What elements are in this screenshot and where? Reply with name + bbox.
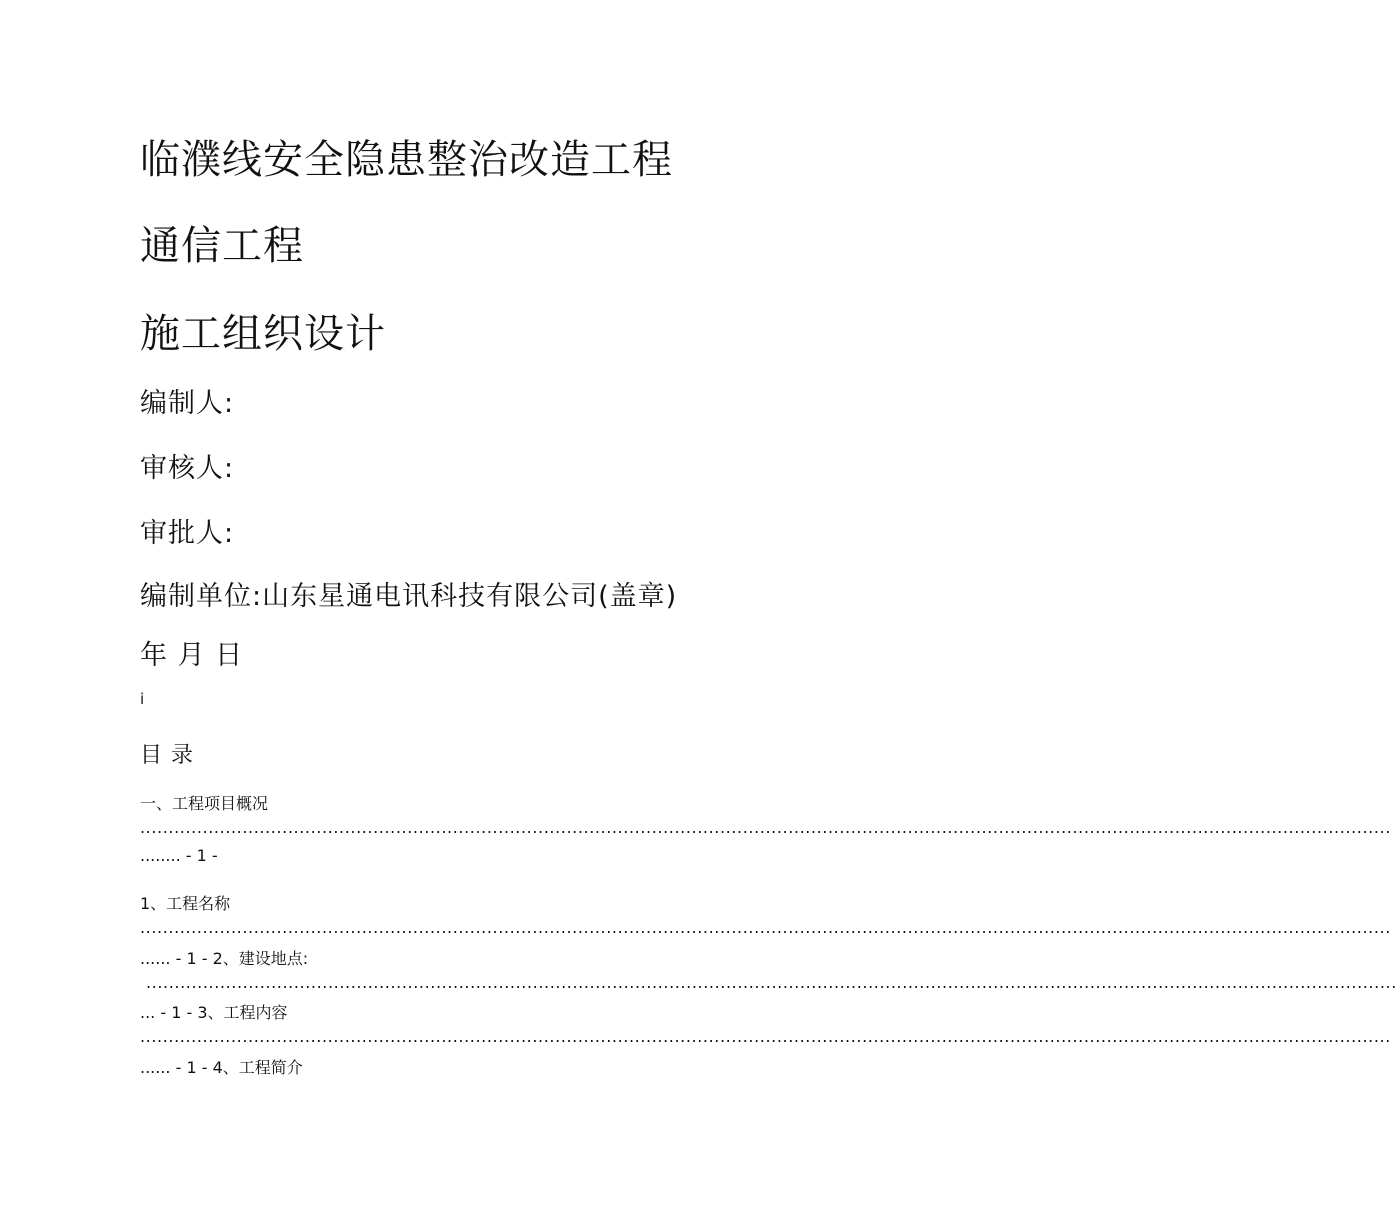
document-title-line-2: 通信工程 xyxy=(140,223,304,269)
approver-label: 审批人: xyxy=(140,518,235,549)
organization-line: 编制单位:山东星通电讯科技有限公司(盖章) xyxy=(140,581,678,612)
toc-heading: 目 录 xyxy=(140,743,194,768)
toc-leader-dots: ............................................................................................................................................................................................................................ xyxy=(140,1027,1391,1046)
editor-label: 编制人: xyxy=(140,388,235,419)
toc-entry-2-title: 1、工程名称 xyxy=(140,894,231,913)
toc-entry-1-page: ........ - 1 - xyxy=(140,846,218,865)
toc-entry-3-page: ... - 1 - 3、工程内容 xyxy=(140,1003,288,1022)
toc-leader-dots: ............................................................................................................................................................................................................................ xyxy=(140,918,1391,937)
reviewer-label: 审核人: xyxy=(140,453,235,484)
date-line: 年 月 日 xyxy=(140,640,244,671)
document-title-line-1: 临濮线安全隐患整治改造工程 xyxy=(140,137,673,183)
toc-entry-4-page: ...... - 1 - 4、工程简介 xyxy=(140,1058,303,1077)
document-title-line-3: 施工组织设计 xyxy=(140,311,386,357)
toc-entry-1-title: 一、工程项目概况 xyxy=(140,794,269,813)
toc-leader-dots: ............................................................................................................................................................................................................................ xyxy=(146,973,1397,992)
toc-leader-dots: ............................................................................................................................................................................................................................ xyxy=(140,818,1391,837)
page-number-roman: i xyxy=(140,690,145,708)
toc-entry-2-page: ...... - 1 - 2、建设地点: xyxy=(140,949,309,968)
